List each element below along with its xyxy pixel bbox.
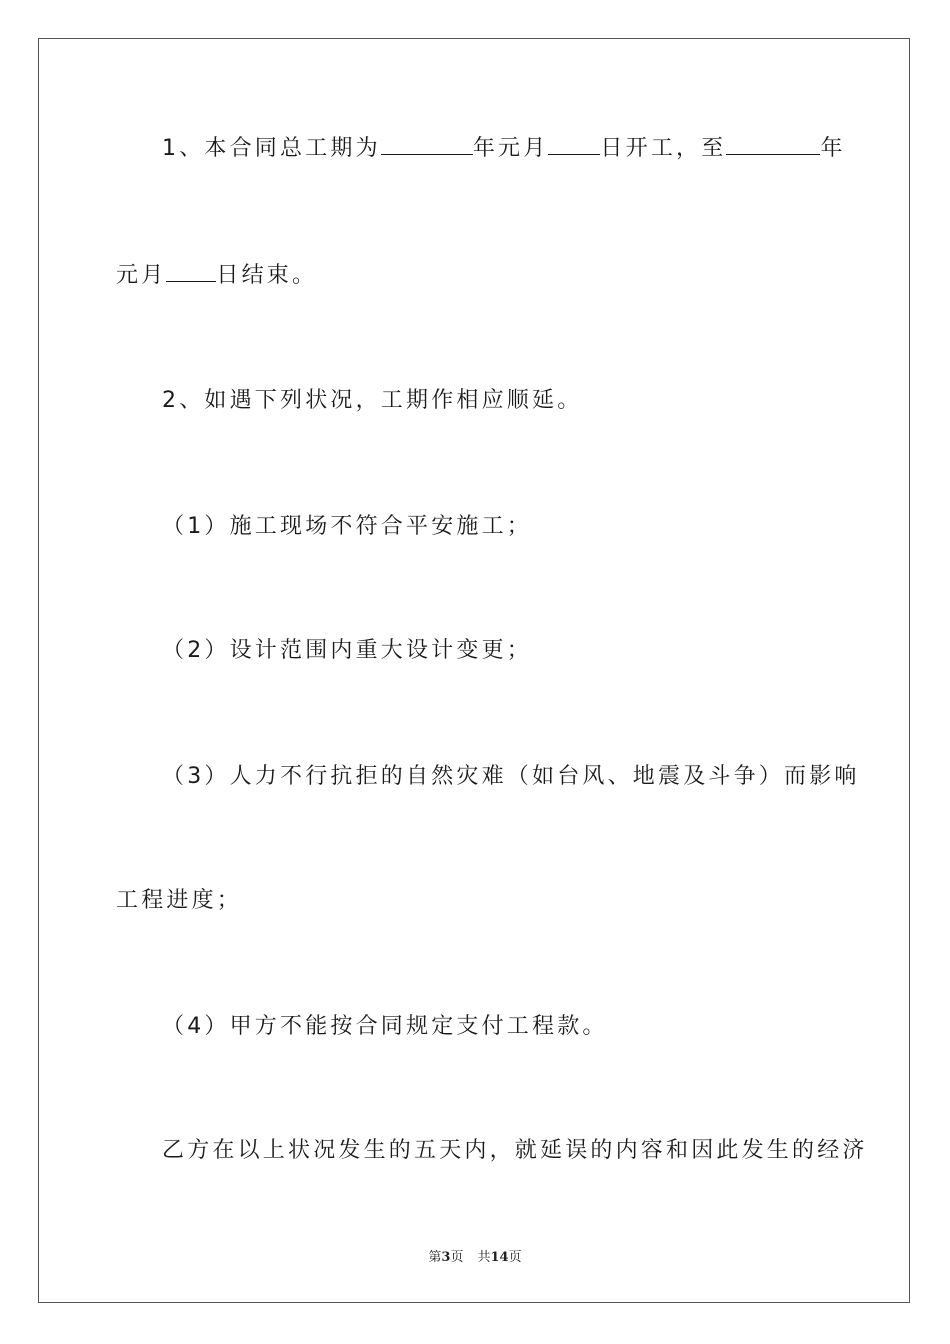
item-1: （1）施工现场不符合平安施工； [162,514,532,539]
page-border [38,38,910,1303]
footer-total-pages: 14 [490,1250,509,1265]
para3-line1: 乙方在以上状况发生的五天内，就延误的内容和因此发生的经济 [162,1138,868,1163]
para1-text-4: 年 [820,136,846,161]
footer-page-prefix: 第 [428,1250,442,1265]
footer-total-unit: 页 [508,1250,522,1265]
item-3-line2: 工程进度； [116,888,243,913]
blank-end-day [166,263,216,282]
item-2: （2）设计范围内重大设计变更； [162,638,532,663]
footer-page-number: 3 [441,1250,451,1265]
footer-total-prefix: 共 [477,1250,491,1265]
para2: 2、如遇下列状况，工期作相应顺延。 [162,388,583,413]
para1-text-3: 日开工，至 [600,136,727,161]
para1-line2 [116,261,317,291]
blank-end-year [726,136,820,155]
page-footer [0,1246,950,1265]
blank-start-day [548,136,600,155]
para1-text-6: 日结束。 [216,263,318,288]
para1-text-2: 年元月 [472,136,549,161]
item-3-line1: （3）人力不行抗拒的自然灾难（如台风、地震及斗争）而影响 [162,764,860,789]
para1-text-1: 1、本合同总工期为 [162,136,381,161]
para1-line1 [162,134,846,164]
footer-page-unit: 页 [450,1250,464,1265]
blank-start-year [381,136,473,155]
para1-text-5: 元月 [116,263,167,288]
item-4: （4）甲方不能按合同规定支付工程款。 [162,1014,608,1039]
